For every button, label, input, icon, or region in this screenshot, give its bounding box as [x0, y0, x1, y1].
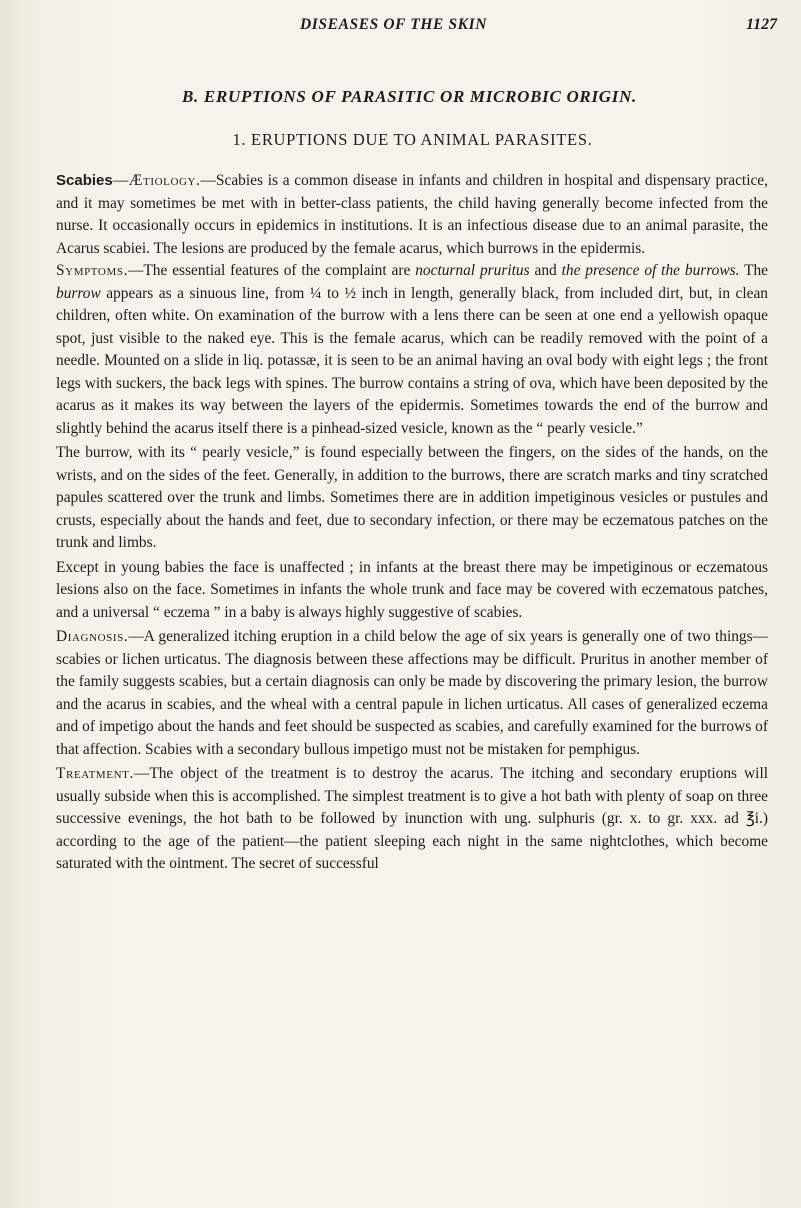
paragraph-young-babies: Except in young babies the face is unaffected ; in infants at the breast there may be impetiginous or eczematous lesions also on the face. Sometimes in infants the whole trunk and face may be covered with eczematous patches, and a universal “ eczema ” in a baby is always highly suggestive of scabies. [56, 558, 768, 621]
aetiology-text: —Scabies is a common disease in infants and children in hospital and dispensary practice, and it may sometimes be met with in better-class patients, the child having generally become infected from the nurse. It occasionally occurs in epidemics in institutions. It is an infectious disease due to an animal parasite, the Acarus scabiei. The lesions are produced by the female acarus, which burrows in the epidermis. [56, 172, 768, 257]
paragraph-treatment [56, 763, 768, 876]
treatment-text: —The object of the treatment is to destroy the acarus. The itching and secondary eruptions will usually subside when this is accomplished. The simplest treatment is to give a hot bath with plenty of soap on three successive evenings, the hot bath to be followed by inunction with ung. sulphuris (gr. x. to gr. xxx. ad ℥i.) according to the age of the patient—the patient sleeping each night in the same nightclothes, which become saturated with the ointment. The secret of successful [56, 765, 768, 872]
symptoms-text-4: appears as a sinuous line, from ¼ to ½ inch in length, generally black, from included dirt, but, in clean children, often white. On examination of the burrow with a lens there can be seen at one end a yellowish opaque spot, just visible to the naked eye. This is the female acarus, which can be readily removed with the point of a needle. Mounted on a slide in liq. potassæ, it is seen to be an animal having an oval body with eight legs ; the front legs with suckers, the back legs with spines. The burrow contains a string of ova, which have been deposited by the acarus as it makes its way between the layers of the epidermis. Sometimes towards the end of the burrow and slightly behind the acarus itself there is a pinhead-sized vesicle, known as the “ pearly vesicle.” [56, 284, 768, 437]
page-number: 1127 [746, 16, 778, 33]
label-treatment: Treatment. [56, 765, 134, 782]
symptoms-emphasis-3: burrow [56, 284, 101, 302]
symptoms-text-2: and [529, 262, 562, 279]
diagnosis-text: —A generalized itching eruption in a child below the age of six years is generally one of two things—scabies or lichen urticatus. The diagnosis between these affections may be difficult. Pruritus in another member of the family suggests scabies, but a certain diagnosis can only be made by discovering the primary lesion, the burrow and the acarus in scabies, and the wheal with a central papule in lichen urticatus. All cases of generalized eczema and of impetigo about the hands and feet should be suspected as scabies, and carefully examined for the burrows of that affection. Scabies with a secondary bullous impetigo must not be mistaken for pemphigus. [56, 628, 768, 758]
running-header [0, 8, 801, 38]
label-diagnosis: Diagnosis. [56, 628, 129, 645]
body-text [56, 170, 768, 878]
paragraph-aetiology [56, 170, 768, 260]
section-heading: B. ERUPTIONS OF PARASITIC OR MICROBIC ORIGIN. [181, 87, 638, 106]
running-title: DISEASES OF THE SKIN [300, 16, 488, 33]
subsection-heading: 1. ERUPTIONS DUE TO ANIMAL PARASITES. [232, 130, 593, 149]
paragraph-symptoms [56, 260, 768, 440]
symptoms-text-1: —The essential features of the complaint are [128, 262, 416, 279]
label-symptoms: Symptoms. [56, 262, 129, 279]
paragraph-burrow-distribution: The burrow, with its “ pearly vesicle,” is found especially between the fingers, on the sides of the hands, on the wrists, and on the sides of the feet. Generally, in addition to the burrows, there are scratch marks and tiny scratched papules scattered over the trunk and limbs. Sometimes there are in addition impetiginous vesicles or pustules and crusts, especially about the hands and feet, due to secondary infection, or there may be eczematous patches on the trunk and limbs. [56, 444, 768, 551]
label-aetiology: —Ætiology. [112, 172, 201, 189]
symptoms-emphasis-2: the presence of the burrows. [561, 262, 740, 279]
lead-term-scabies: Scabies [56, 172, 113, 189]
symptoms-text-3: The [739, 262, 769, 279]
paragraph-diagnosis [56, 626, 768, 761]
symptoms-emphasis-1: nocturnal pruritus [415, 262, 530, 279]
